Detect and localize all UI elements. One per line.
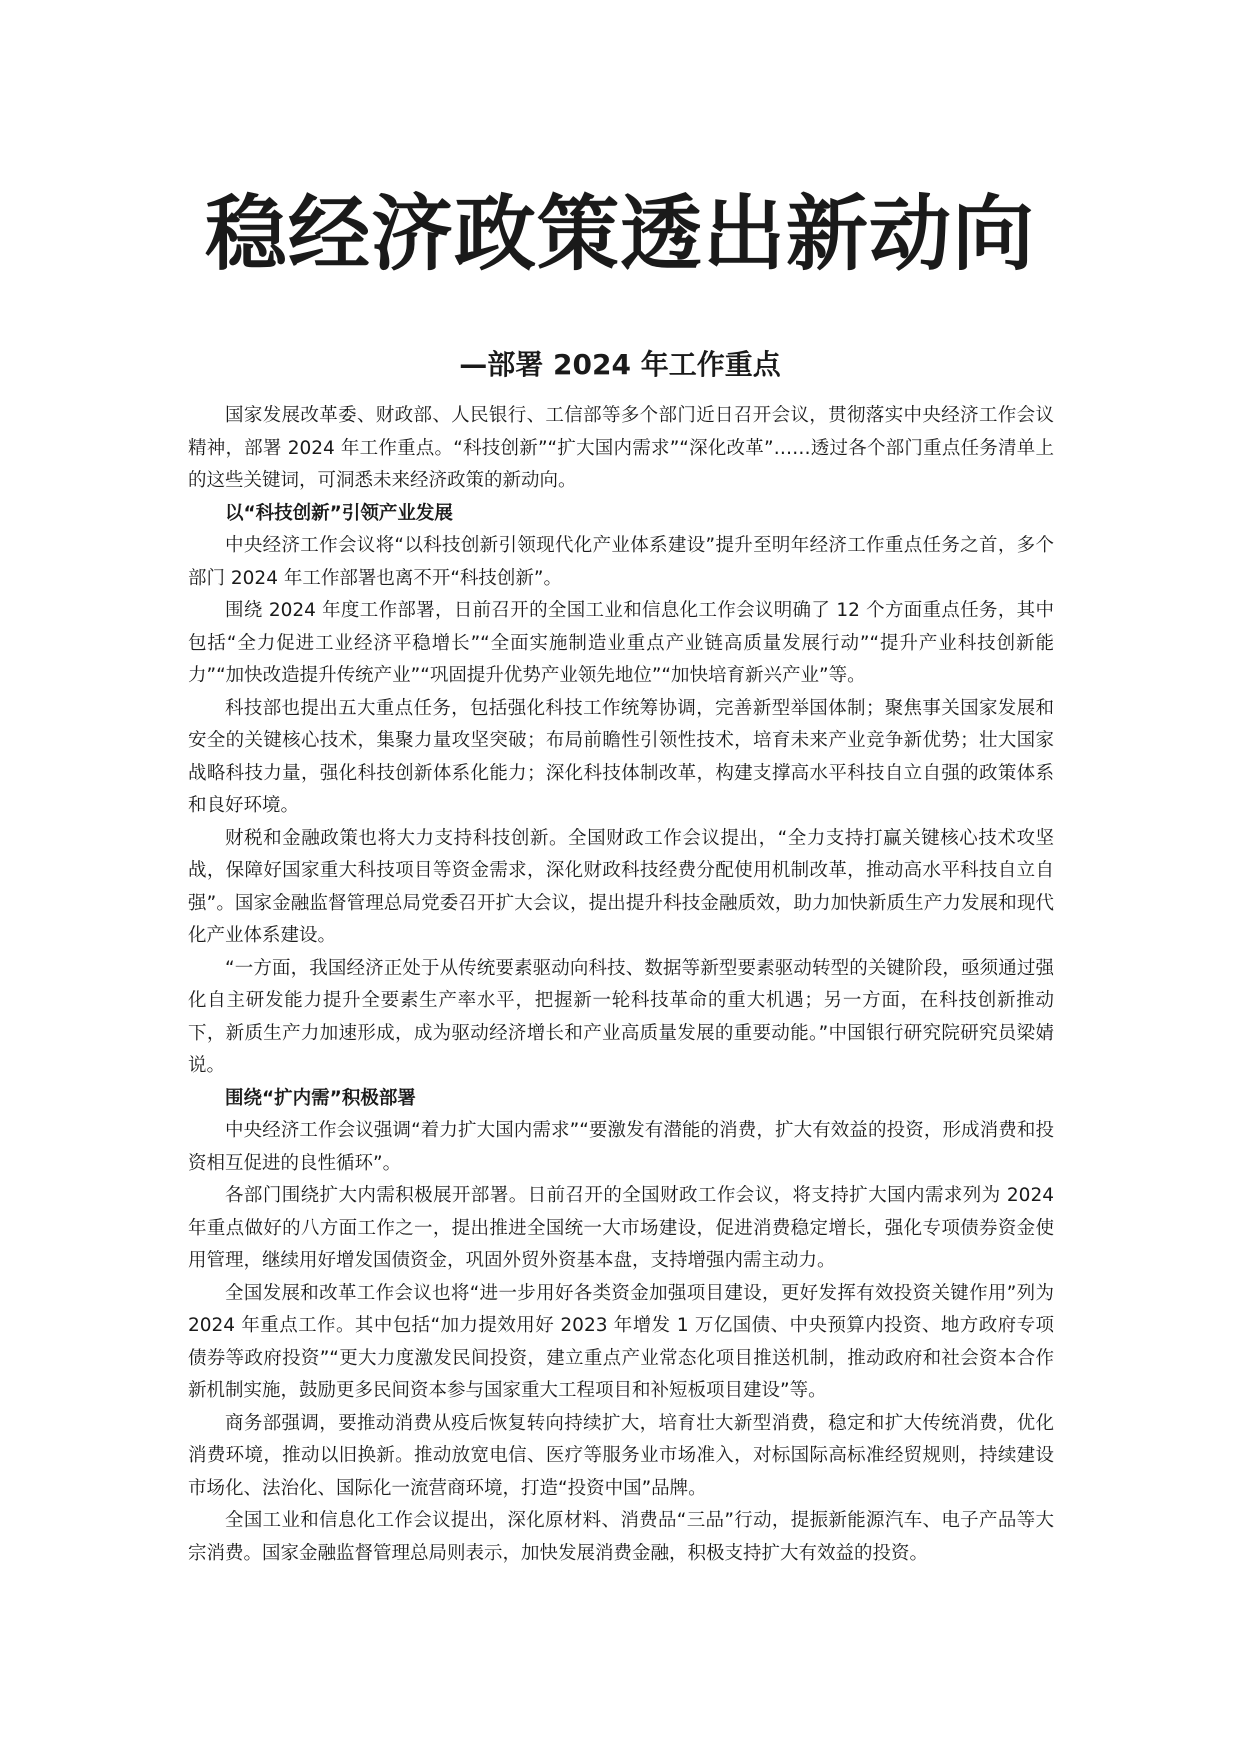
section-heading: 以“科技创新”引领产业发展 (225, 502, 453, 524)
paragraph: 全国工业和信息化工作会议提出，深化原材料、消费品“三品”行动，提振新能源汽车、电子产品等大宗消费。国家金融监督管理总局则表示，加快发展消费金融，积极支持扩大有效益的投资。 (188, 1510, 1054, 1564)
article-body (188, 400, 1054, 1570)
article-title: 稳经济政策透出新动向 (204, 187, 1035, 282)
paragraph: 围绕 2024 年度工作部署，日前召开的全国工业和信息化工作会议明确了 12 个方面重点任务，其中包括“全力促进工业经济平稳增长”“全面实施制造业重点产业链高质量发展行动”“提升产业科技创新能力”“加快改造提升传统产业”“巩固提升优势产业领先地位”“加快培育新兴产业”等。 (188, 600, 1054, 686)
paragraph: 中央经济工作会议将“以科技创新引领现代化产业体系建设”提升至明年经济工作重点任务之首，多个部门 2024 年工作部署也离不开“科技创新”。 (188, 535, 1054, 589)
article-subtitle: —部署 2024 年工作重点 (459, 348, 781, 381)
section-heading: 围绕“扩内需”积极部署 (225, 1087, 416, 1109)
paragraph: 国家发展改革委、财政部、人民银行、工信部等多个部门近日召开会议，贯彻落实中央经济工作会议精神，部署 2024 年工作重点。“科技创新”“扩大国内需求”“深化改革”……透过各个部门重点任务清单上的这些关键词，可洞悉未来经济政策的新动向。 (188, 405, 1054, 491)
paragraph: 商务部强调，要推动消费从疫后恢复转向持续扩大，培育壮大新型消费，稳定和扩大传统消费，优化消费环境，推动以旧换新。推动放宽电信、医疗等服务业市场准入，对标国际高标准经贸规则，持续建设市场化、法治化、国际化一流营商环境，打造“投资中国”品牌。 (188, 1412, 1054, 1499)
paragraph: 科技部也提出五大重点任务，包括强化科技工作统筹协调，完善新型举国体制；聚焦事关国家发展和安全的关键核心技术，集聚力量攻坚突破；布局前瞻性引领性技术，培育未来产业竞争新优势；壮大国家战略科技力量，强化科技创新体系化能力；深化科技体制改革，构建支撑高水平科技自立自强的政策体系和良好环境。 (188, 697, 1054, 816)
paragraph: 全国发展和改革工作会议也将“进一步用好各类资金加强项目建设，更好发挥有效投资关键作用”列为 2024 年重点工作。其中包括“加力提效用好 2023 年增发 1 万亿国债、中央预算内投资、地方政府专项债券等政府投资”“更大力度激发民间投资，建立重点产业常态化项目推送机制，推动政府和社会资本合作新机制实施，鼓励更多民间资本参与国家重大工程项目和补短板项目建设”等。 (188, 1282, 1054, 1401)
paragraph: 中央经济工作会议强调“着力扩大国内需求”“要激发有潜能的消费，扩大有效益的投资，形成消费和投资相互促进的良性循环”。 (188, 1120, 1054, 1174)
paragraph: 财税和金融政策也将大力支持科技创新。全国财政工作会议提出，“全力支持打赢关键核心技术攻坚战，保障好国家重大科技项目等资金需求，深化财政科技经费分配使用机制改革，推动高水平科技自立自强”。国家金融监督管理总局党委召开扩大会议，提出提升科技金融质效，助力加快新质生产力发展和现代化产业体系建设。 (188, 827, 1054, 946)
paragraph: “一方面，我国经济正处于从传统要素驱动向科技、数据等新型要素驱动转型的关键阶段，亟须通过强化自主研发能力提升全要素生产率水平，把握新一轮科技革命的重大机遇；另一方面，在科技创新推动下，新质生产力加速形成，成为驱动经济增长和产业高质量发展的重要动能。”中国银行研究院研究员梁婧说。 (188, 957, 1054, 1076)
paragraph: 各部门围绕扩大内需积极展开部署。日前召开的全国财政工作会议，将支持扩大国内需求列为 2024 年重点做好的八方面工作之一，提出推进全国统一大市场建设，促进消费稳定增长，强化专项债券资金使用管理，继续用好增发国债资金，巩固外贸外资基本盘，支持增强内需主动力。 (188, 1185, 1054, 1271)
